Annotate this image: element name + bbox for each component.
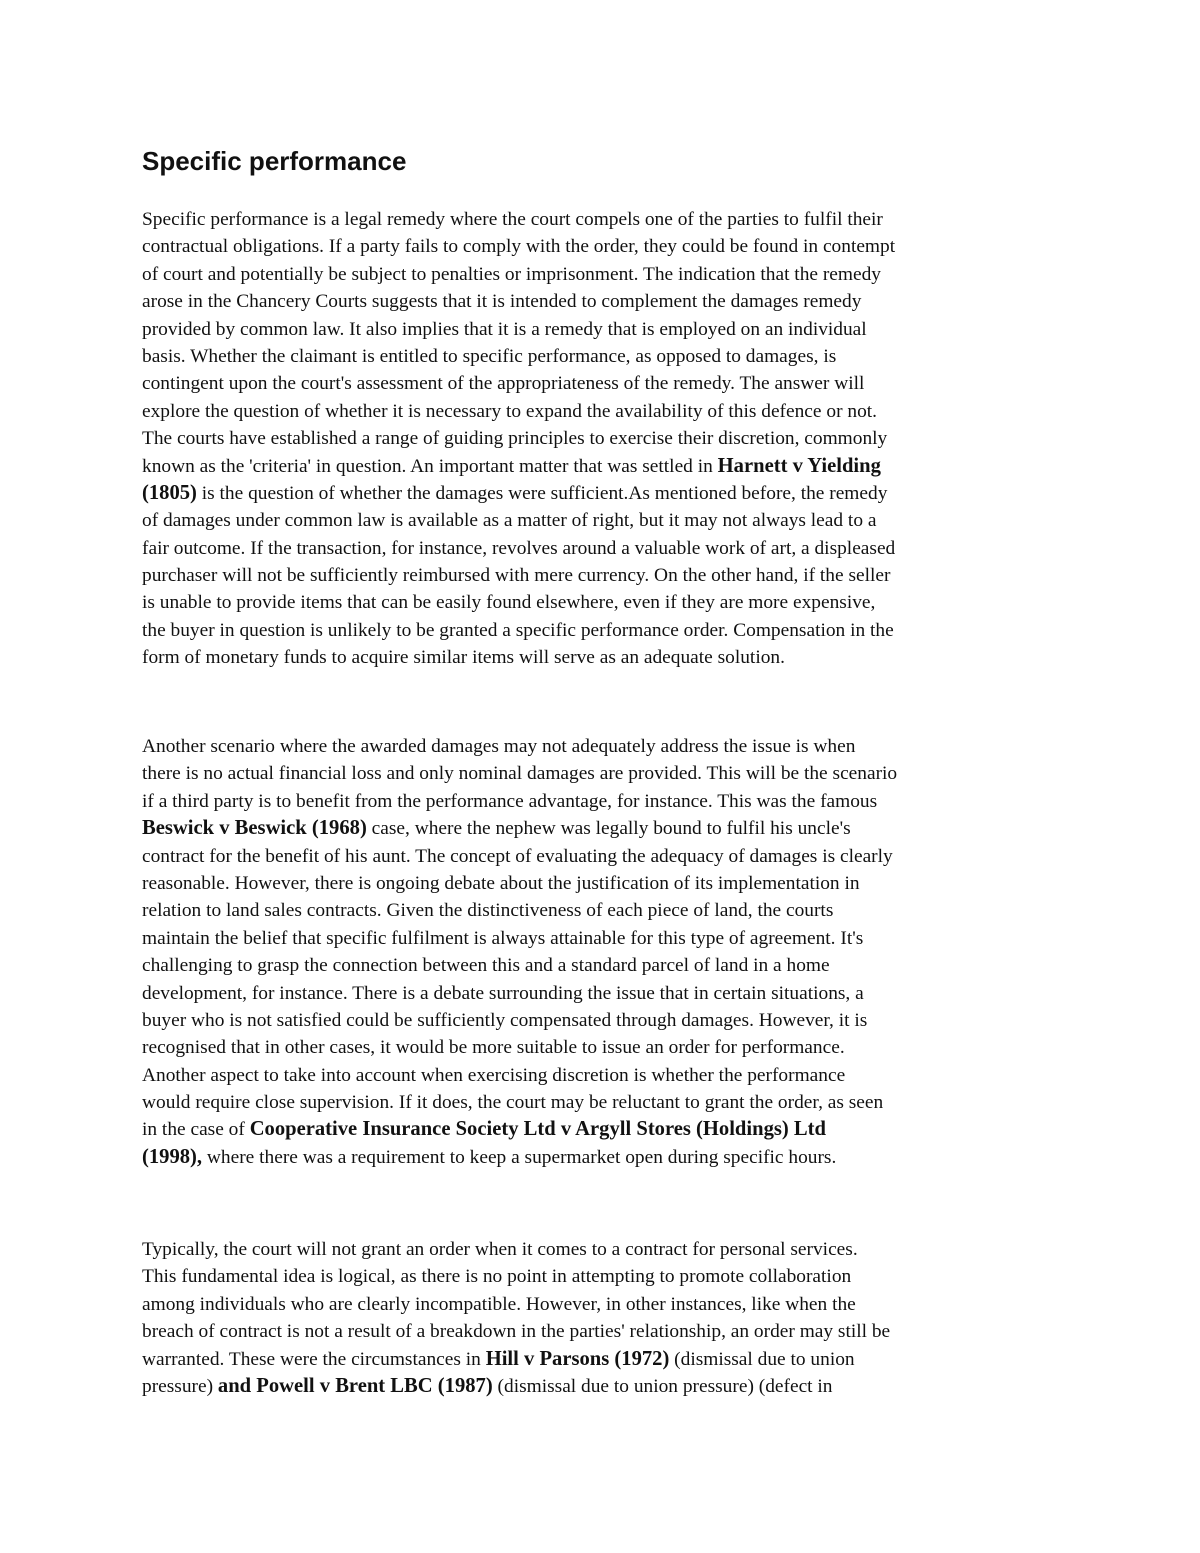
text-segment: The courts have established a range of guiding principles to exercise their discretion, commonly xyxy=(142,428,888,450)
text-line xyxy=(142,617,1067,644)
paragraph-1 xyxy=(142,206,1067,672)
text-segment: fair outcome. If the transaction, for instance, revolves around a valuable work of art, a displeased xyxy=(142,537,896,559)
text-line xyxy=(142,1144,1067,1171)
text-segment: warranted. These were the circumstances in xyxy=(142,1348,486,1370)
text-segment: relation to land sales contracts. Given the distinctiveness of each piece of land, the courts xyxy=(142,900,834,922)
text-segment: basis. Whether the claimant is entitled to specific performance, as opposed to damages, is xyxy=(142,345,837,367)
text-line xyxy=(142,788,1067,815)
case-citation: (1805) xyxy=(142,481,197,504)
text-segment: form of monetary funds to acquire similar items will serve as an adequate solution. xyxy=(142,647,785,669)
text-segment: purchaser will not be sufficiently reimbursed with mere currency. On the other hand, if the seller xyxy=(142,565,891,587)
text-line xyxy=(142,261,1067,288)
text-line xyxy=(142,316,1067,343)
text-segment: would require close supervision. If it does, the court may be reluctant to grant the order, as seen xyxy=(142,1092,884,1114)
text-segment: Typically, the court will not grant an order when it comes to a contract for personal services. xyxy=(142,1239,858,1260)
case-citation: Cooperative Insurance Society Ltd v Argyll Stores (Holdings) Ltd xyxy=(249,1118,826,1141)
text-segment: maintain the belief that specific fulfilment is always attainable for this type of agreement. It's xyxy=(142,927,864,949)
text-segment: This fundamental idea is logical, as there is no point in attempting to promote collaboration xyxy=(142,1266,852,1288)
text-line xyxy=(142,425,1067,452)
text-line xyxy=(142,343,1067,370)
text-line xyxy=(142,233,1067,260)
text-line xyxy=(142,1291,1067,1318)
case-citation: Beswick v Beswick (1968) xyxy=(142,817,367,840)
text-line xyxy=(142,507,1067,534)
text-line xyxy=(142,1236,1067,1263)
text-segment: development, for instance. There is a debate surrounding the issue that in certain situations, a xyxy=(142,982,864,1004)
paragraph-3 xyxy=(142,1236,1067,1400)
text-line xyxy=(142,843,1067,870)
text-line xyxy=(142,1089,1067,1116)
text-segment: breach of contract is not a result of a breakdown in the parties' relationship, an order may still be xyxy=(142,1321,891,1343)
case-citation: and Powell v Brent LBC (1987) xyxy=(217,1374,493,1397)
text-line xyxy=(142,952,1067,979)
text-segment: known as the 'criteria' in question. An important matter that was settled in xyxy=(142,455,718,477)
case-citation: Harnett v Yielding xyxy=(717,454,881,477)
text-segment: of damages under common law is available as a matter of right, but it may not always lead to a xyxy=(142,510,877,532)
text-segment: there is no actual financial loss and only nominal damages are provided. This will be the scenario xyxy=(142,763,898,785)
paragraph-2 xyxy=(142,733,1067,1171)
text-segment: buyer who is not satisfied could be sufficiently compensated through damages. However, it is xyxy=(142,1009,868,1031)
text-line xyxy=(142,480,1067,507)
text-segment: where there was a requirement to keep a supermarket open during specific hours. xyxy=(202,1146,837,1168)
text-line xyxy=(142,206,1067,233)
text-segment: contingent upon the court's assessment of the appropriateness of the remedy. The answer will xyxy=(142,373,865,395)
text-line xyxy=(142,562,1067,589)
text-line xyxy=(142,398,1067,425)
text-line xyxy=(142,370,1067,397)
text-segment: provided by common law. It also implies that it is a remedy that is employed on an individual xyxy=(142,318,867,340)
text-segment: contract for the benefit of his aunt. The concept of evaluating the adequacy of damages is clearly xyxy=(142,845,893,867)
text-segment: (dismissal due to union xyxy=(669,1348,855,1370)
text-segment: pressure) xyxy=(142,1375,218,1397)
text-line xyxy=(142,1318,1067,1345)
text-line xyxy=(142,897,1067,924)
text-segment: Specific performance is a legal remedy where the court compels one of the parties to fulfil their xyxy=(142,209,883,230)
text-line xyxy=(142,760,1067,787)
text-line xyxy=(142,870,1067,897)
text-segment: Another scenario where the awarded damages may not adequately address the issue is when xyxy=(142,736,856,757)
text-line xyxy=(142,1346,1067,1373)
text-line xyxy=(142,1034,1067,1061)
text-line xyxy=(142,589,1067,616)
text-line xyxy=(142,1116,1067,1143)
text-segment: the buyer in question is unlikely to be granted a specific performance order. Compensation in the xyxy=(142,619,894,641)
case-citation: (1998), xyxy=(142,1145,203,1168)
text-segment: in the case of xyxy=(142,1119,250,1141)
text-line xyxy=(142,1263,1067,1290)
text-segment: among individuals who are clearly incompatible. However, in other instances, like when the xyxy=(142,1293,856,1315)
text-line xyxy=(142,1007,1067,1034)
text-line xyxy=(142,288,1067,315)
text-segment: case, where the nephew was legally bound to fulfil his uncle's xyxy=(366,818,851,840)
text-segment: is unable to provide items that can be easily found elsewhere, even if they are more expensive, xyxy=(142,592,876,614)
text-segment: is the question of whether the damages were sufficient.As mentioned before, the remedy xyxy=(196,482,888,504)
text-segment: arose in the Chancery Courts suggests that it is intended to complement the damages remedy xyxy=(142,291,862,313)
text-line xyxy=(142,815,1067,842)
text-segment: reasonable. However, there is ongoing debate about the justification of its implementation in xyxy=(142,872,860,894)
text-segment: of court and potentially be subject to penalties or imprisonment. The indication that the remedy xyxy=(142,263,881,285)
document-title: Specific performance xyxy=(142,146,407,176)
text-segment: if a third party is to benefit from the performance advantage, for instance. This was the famous xyxy=(142,790,878,812)
text-line xyxy=(142,453,1067,480)
text-line xyxy=(142,1062,1067,1089)
text-line xyxy=(142,535,1067,562)
text-segment: challenging to grasp the connection between this and a standard parcel of land in a home xyxy=(142,955,830,977)
case-citation: Hill v Parsons (1972) xyxy=(485,1347,670,1370)
text-segment: Another aspect to take into account when exercising discretion is whether the performance xyxy=(142,1064,846,1086)
text-line xyxy=(142,733,1067,760)
text-line xyxy=(142,1373,1067,1400)
text-line xyxy=(142,925,1067,952)
text-segment: (dismissal due to union pressure) (defect in xyxy=(492,1375,833,1397)
text-segment: contractual obligations. If a party fails to comply with the order, they could be found in contempt xyxy=(142,236,896,258)
text-segment: explore the question of whether it is necessary to expand the availability of this defence or not. xyxy=(142,400,877,422)
text-line xyxy=(142,980,1067,1007)
text-line xyxy=(142,644,1067,671)
text-segment: recognised that in other cases, it would be more suitable to issue an order for performance. xyxy=(142,1037,845,1059)
